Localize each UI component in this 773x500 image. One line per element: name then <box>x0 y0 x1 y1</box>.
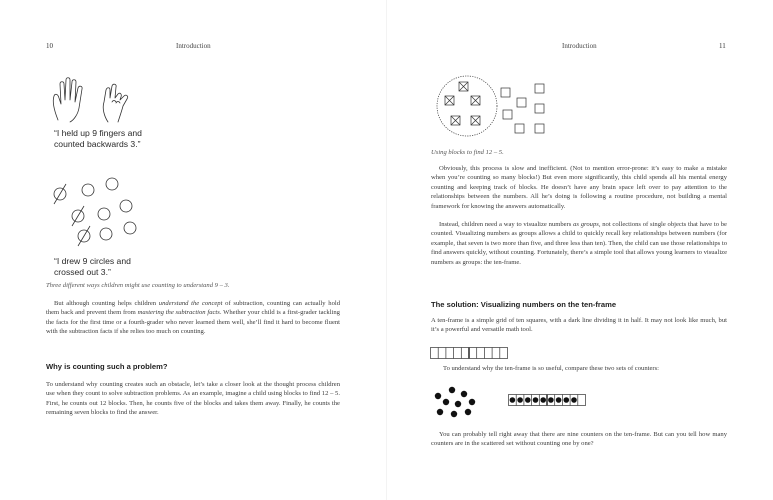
page-number: 11 <box>719 42 726 50</box>
right-page <box>387 0 773 500</box>
body-paragraph: Obviously, this process is slow and inefficient. (Not to mention error-prone: it’s easy to make a mistake when you’re counting so many blocks!) But even more significantly, this child spends all his mental energy counting and keeping track of blocks. He doesn’t have any brain space left over to pay attention to the relationships between the numbers. All he’s doing is following a routine procedure, not building a mental framework for knowing the answers automatically. <box>431 165 727 210</box>
body-paragraph: To understand why counting creates such an obstacle, let’s take a closer look at the thought process children use when they count to solve subtraction problems. As an example, imagine a child using blocks to find 12 – 5. First, he counts out 12 blocks. Then, he counts five of the blocks and takes them away. Finally, he counts the remaining seven blocks to find the answer. <box>46 381 340 417</box>
left-page <box>0 0 386 500</box>
body-paragraph: A ten-frame is a simple grid of ten squares, with a dark line dividing it in half. It may not look like much, but it’s a powerful and versatile math tool. <box>431 317 727 334</box>
crossed-circles-illustration <box>48 176 138 248</box>
blocks-illustration <box>433 76 553 142</box>
figure-caption: Three different ways children might use counting to understand 9 – 3. <box>46 282 230 289</box>
hands-caption: “I held up 9 fingers and counted backwards 3.” <box>54 128 142 149</box>
ten-frame-empty <box>430 347 508 359</box>
section-heading: The solution: Visualizing numbers on the ten-frame <box>431 300 617 309</box>
body-paragraph: Instead, children need a way to visualize numbers as groups, not collections of single objects that have to be counted. Visualizing numbers as groups allows a child to quickly recall key relationships between numbers (for example, that seven is two more than five, and three less than ten). Then, the child can use those relationships to find answers quickly, without counting. Fortunately, there’s a simple tool that allows young learners to visualize numbers as groups: the ten-frame. <box>431 221 727 266</box>
blocks-caption: Using blocks to find 12 – 5. <box>431 149 504 156</box>
section-heading: Why is counting such a problem? <box>46 362 168 371</box>
circles-caption: “I drew 9 circles and crossed out 3.” <box>54 256 131 277</box>
page-number: 10 <box>46 42 53 50</box>
running-head: Introduction <box>562 42 597 50</box>
scattered-counters <box>432 386 482 418</box>
filled-ten-frame <box>508 394 586 406</box>
running-head: Introduction <box>176 42 211 50</box>
empty-ten-frame <box>0 347 79 359</box>
body-paragraph: To understand why the ten-frame is so useful, compare these two sets of counters: <box>443 365 659 372</box>
hands-illustration <box>50 76 150 124</box>
body-paragraph: You can probably tell right away that there are nine counters on the ten-frame. But can you tell how many counters are in the scattered set without counting one by one? <box>431 431 727 448</box>
body-paragraph: But although counting helps children understand the concept of subtraction, counting can actually hold them back and prevent them from mastering the subtraction facts. Whether your child is a first-grader tackling the facts for the first time or a fourth-grader who never learned them well, she’ll find it hard to become fluent with the subtraction facts if she relies too much on counting. <box>46 300 340 336</box>
